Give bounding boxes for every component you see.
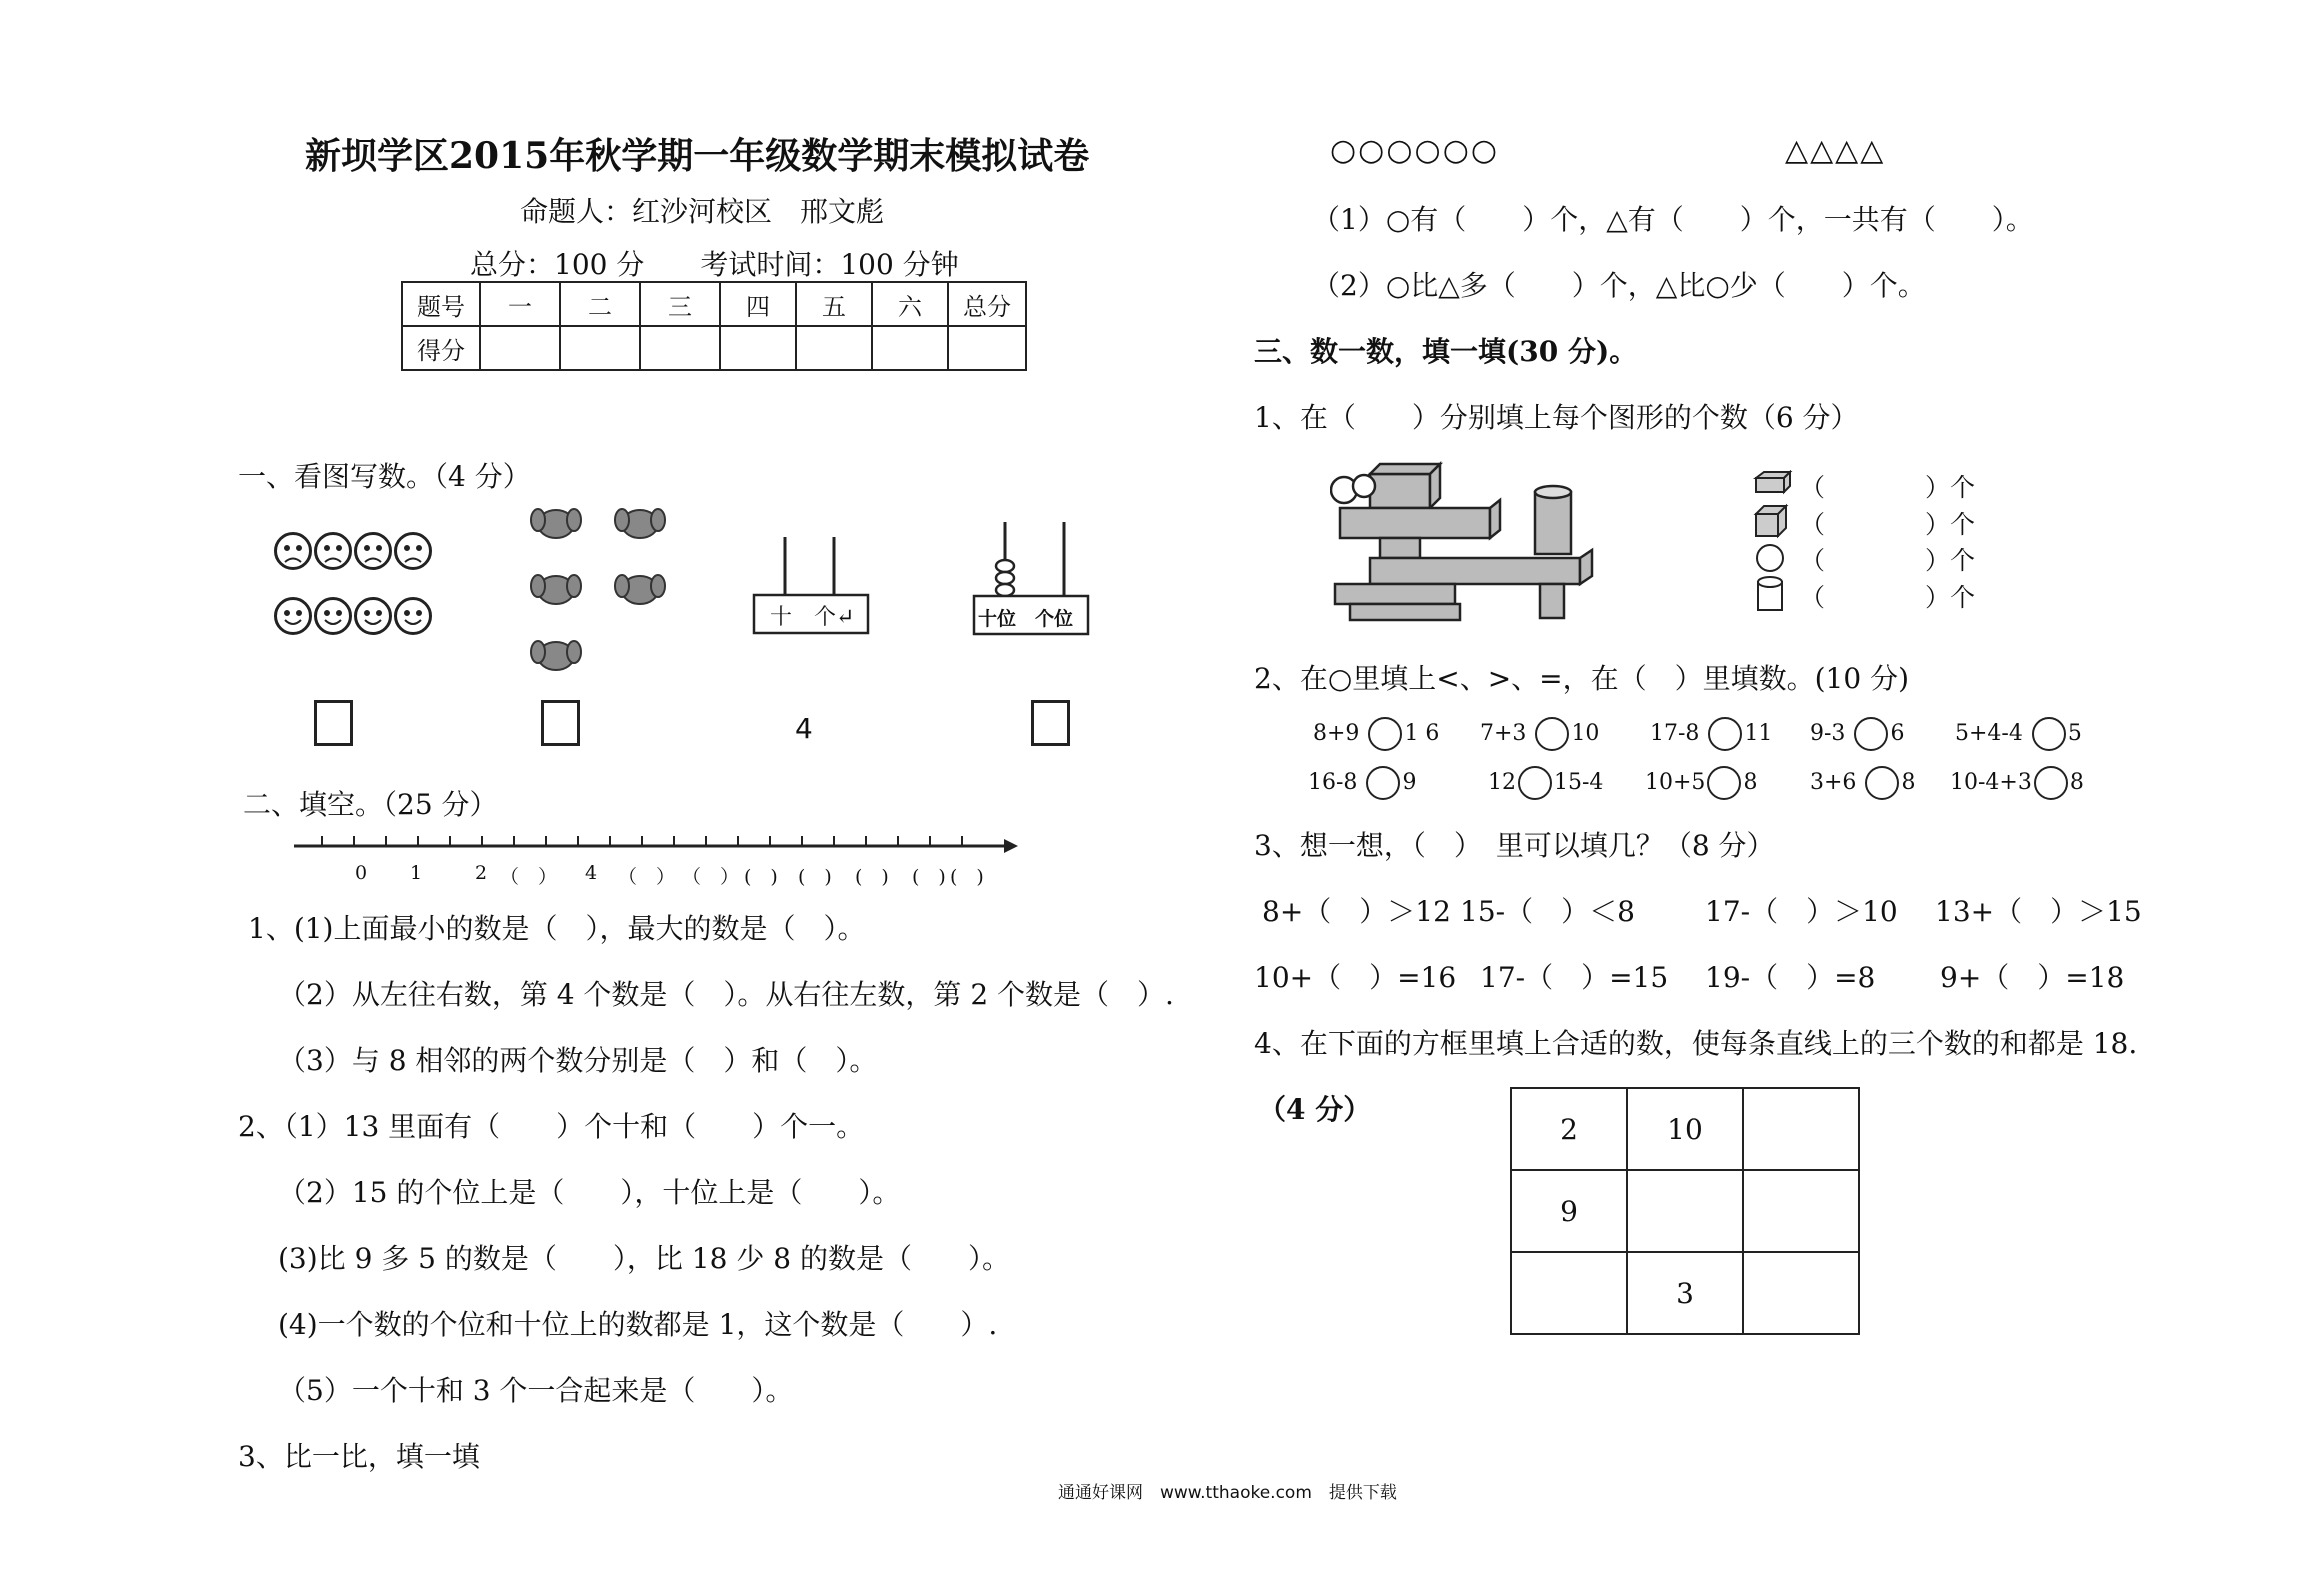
compare-right: 9 xyxy=(1402,770,1417,795)
score-cell[interactable] xyxy=(480,326,560,370)
compare-left: 8+9 xyxy=(1313,721,1360,746)
fill-item[interactable]: 19-（ ）=8 xyxy=(1705,961,1876,994)
compare-circle[interactable] xyxy=(1366,766,1400,800)
question-2-2c: (3)比 9 多 5 的数是（ ），比 18 少 8 的数是（ ）。 xyxy=(278,1242,1010,1275)
compare-right: 11 xyxy=(1744,721,1773,746)
score-header-cell: 题号 xyxy=(402,282,480,326)
number-line-blank[interactable]: （ ） xyxy=(618,866,676,888)
compare-circle[interactable] xyxy=(1535,717,1569,751)
compare-left: 3+6 xyxy=(1810,770,1857,795)
score-table xyxy=(401,281,1027,371)
answer-box-faces[interactable] xyxy=(314,700,353,746)
compare-item xyxy=(1955,717,2082,751)
triangles-row: △△△△ xyxy=(1785,133,1886,168)
compare-circle[interactable] xyxy=(1368,717,1402,751)
score-cell[interactable] xyxy=(640,326,720,370)
abacus-empty-label: 十 个↵ xyxy=(770,605,855,630)
fill-item[interactable]: 8+（ ）＞12 xyxy=(1262,895,1451,928)
compare-circle[interactable] xyxy=(1707,766,1741,800)
magic-cell: 10 xyxy=(1627,1088,1743,1170)
compare-left: 10-4+3 xyxy=(1950,770,2032,795)
number-line-blank[interactable]: ( ) xyxy=(855,866,889,888)
compare-item xyxy=(1480,717,1599,751)
magic-cell: 2 xyxy=(1511,1088,1627,1170)
question-2-2e: （5）一个十和 3 个一合起来是（ ）。 xyxy=(278,1374,794,1407)
question-2-2d: (4)一个数的个位和十位上的数都是 1，这个数是（ ）. xyxy=(278,1308,998,1341)
footer-credit: 通通好课网 www.tthaoke.com 提供下载 xyxy=(1058,1483,1397,1503)
compare-left: 7+3 xyxy=(1480,721,1527,746)
compare-item xyxy=(1488,766,1603,800)
number-line-label: 1 xyxy=(410,862,423,884)
compare-circle[interactable] xyxy=(1854,717,1888,751)
page-title: 新坝学区2015年秋学期一年级数学期末模拟试卷 xyxy=(305,135,1090,177)
question-2-2a: 2、（1）13 里面有（ ）个十和（ ）个一。 xyxy=(238,1110,865,1143)
number-line-label: 0 xyxy=(355,862,368,884)
compare-item xyxy=(1950,766,2084,800)
fill-item[interactable]: 13+（ ）＞15 xyxy=(1935,895,2142,928)
magic-cell-blank[interactable] xyxy=(1743,1170,1859,1252)
dog-pictures xyxy=(528,502,678,692)
fill-item[interactable]: 17-（ ）＞10 xyxy=(1705,895,1898,928)
score-cell[interactable] xyxy=(948,326,1026,370)
score-header-cell: 三 xyxy=(640,282,720,326)
compare-right: 15-4 xyxy=(1554,770,1604,795)
magic-square xyxy=(1510,1087,1860,1335)
compare-left: 10+5 xyxy=(1645,770,1706,795)
number-line-blank[interactable]: ( ) xyxy=(912,866,946,888)
score-header-cell: 总分 xyxy=(948,282,1026,326)
score-header-cell: 二 xyxy=(560,282,640,326)
answer-given-value: 4 xyxy=(795,712,813,745)
score-header-cell: 四 xyxy=(720,282,796,326)
number-line-label: 2 xyxy=(475,862,488,884)
question-2-1c: （3）与 8 相邻的两个数分别是（ ）和（ ）。 xyxy=(278,1044,878,1077)
compare-item xyxy=(1650,717,1772,751)
fill-item[interactable]: 15-（ ）＜8 xyxy=(1460,895,1635,928)
magic-cell: 9 xyxy=(1511,1170,1627,1252)
number-line-label: 4 xyxy=(585,862,598,884)
compare-right: 8 xyxy=(2069,770,2084,795)
question-2-1a: 1、(1)上面最小的数是（ ），最大的数是（ ）。 xyxy=(248,912,866,945)
compare-item xyxy=(1645,766,1757,800)
score-label-cell: 得分 xyxy=(402,326,480,370)
section1-heading: 一、看图写数。（4 分） xyxy=(238,460,531,493)
number-line-blank[interactable]: ( ) xyxy=(798,866,832,888)
magic-cell-blank[interactable] xyxy=(1743,1088,1859,1170)
score-header-cell: 一 xyxy=(480,282,560,326)
magic-cell: 3 xyxy=(1627,1252,1743,1334)
shape-count-cube[interactable]: （ ）个 xyxy=(1800,510,1976,539)
compare-circle[interactable] xyxy=(2034,766,2068,800)
exam-meta: 总分：100 分 考试时间：100 分钟 xyxy=(470,248,959,281)
shape-count-cylinder[interactable]: （ ）个 xyxy=(1800,583,1976,612)
question-2-3: 3、比一比，填一填 xyxy=(238,1440,480,1473)
compare-right: 6 xyxy=(1890,721,1905,746)
shape-count-cuboid[interactable]: （ ）个 xyxy=(1800,473,1976,502)
section3-heading: 三、数一数，填一填(30 分)。 xyxy=(1254,335,1638,368)
score-header-cell: 五 xyxy=(796,282,872,326)
section3-question-4: 4、在下面的方框里填上合适的数，使每条直线上的三个数的和都是 18. xyxy=(1254,1027,2138,1060)
question-4-points: （4 分） xyxy=(1258,1093,1372,1126)
compare-left: 16-8 xyxy=(1308,770,1358,795)
author-line: 命题人：红沙河校区 邢文彪 xyxy=(520,195,885,228)
answer-box-abacus[interactable] xyxy=(1031,700,1070,746)
compare-right: 8 xyxy=(1901,770,1916,795)
compare-circle[interactable] xyxy=(2032,717,2066,751)
compare-circle[interactable] xyxy=(1708,717,1742,751)
compare-left: 17-8 xyxy=(1650,721,1700,746)
compare-circle[interactable] xyxy=(1865,766,1899,800)
number-line-blank[interactable]: （ ） xyxy=(500,866,558,888)
compare-right: 10 xyxy=(1571,721,1600,746)
compare-question-1: （1）○有（ ）个，△有（ ）个，一共有（ ）。 xyxy=(1312,203,2034,236)
compare-question-2: （2）○比△多（ ）个，△比○少（ ）个。 xyxy=(1312,269,1926,302)
compare-item xyxy=(1308,766,1416,800)
compare-item xyxy=(1810,717,1904,751)
fill-item[interactable]: 17-（ ）=15 xyxy=(1480,961,1669,994)
score-cell[interactable] xyxy=(560,326,640,370)
magic-cell-blank[interactable] xyxy=(1627,1170,1743,1252)
face-features-overlay xyxy=(274,532,434,642)
compare-circle[interactable] xyxy=(1518,766,1552,800)
shape-icons xyxy=(1752,470,1794,620)
blocks-picture xyxy=(1330,452,1620,622)
circles-row: ○○○○○○ xyxy=(1330,133,1500,168)
score-cell[interactable] xyxy=(720,326,796,370)
compare-right: 5 xyxy=(2067,721,2082,746)
fill-item[interactable]: 10+（ ）=16 xyxy=(1254,961,1457,994)
compare-right: 1 6 xyxy=(1404,721,1440,746)
score-cell[interactable] xyxy=(796,326,872,370)
compare-left: 9-3 xyxy=(1810,721,1846,746)
section3-question-3: 3、想一想，（ ） 里可以填几？（8 分） xyxy=(1254,829,1775,862)
compare-item xyxy=(1810,766,1915,800)
section3-question-2: 2、在○里填上<、>、=，在（ ）里填数。(10 分) xyxy=(1254,662,1910,695)
shape-count-sphere[interactable]: （ ）个 xyxy=(1800,546,1976,575)
number-line-blank[interactable]: ( ) xyxy=(950,866,984,888)
compare-left: 12 xyxy=(1488,770,1516,795)
compare-item xyxy=(1313,717,1439,751)
magic-cell-blank[interactable] xyxy=(1743,1252,1859,1334)
section2-heading: 二、填空。（25 分） xyxy=(243,788,498,821)
question-2-2b: （2）15 的个位上是（ ），十位上是（ ）。 xyxy=(278,1176,901,1209)
score-header-cell: 六 xyxy=(872,282,948,326)
score-cell[interactable] xyxy=(872,326,948,370)
abacus-eight-label: 十位 个位 xyxy=(978,608,1074,630)
compare-right: 8 xyxy=(1743,770,1758,795)
section3-question-1: 1、在（ ）分别填上每个图形的个数（6 分） xyxy=(1254,401,1859,434)
magic-cell-blank[interactable] xyxy=(1511,1252,1627,1334)
question-2-1b: （2）从左往右数，第 4 个数是（ ）。从右往左数，第 2 个数是（ ）. xyxy=(278,978,1174,1011)
answer-box-dogs[interactable] xyxy=(541,700,580,746)
fill-item[interactable]: 9+（ ）=18 xyxy=(1940,961,2125,994)
number-line-blank[interactable]: （ ） xyxy=(682,866,740,888)
number-line-blank[interactable]: ( ) xyxy=(744,866,778,888)
compare-left: 5+4-4 xyxy=(1955,721,2023,746)
number-line xyxy=(292,832,1022,860)
